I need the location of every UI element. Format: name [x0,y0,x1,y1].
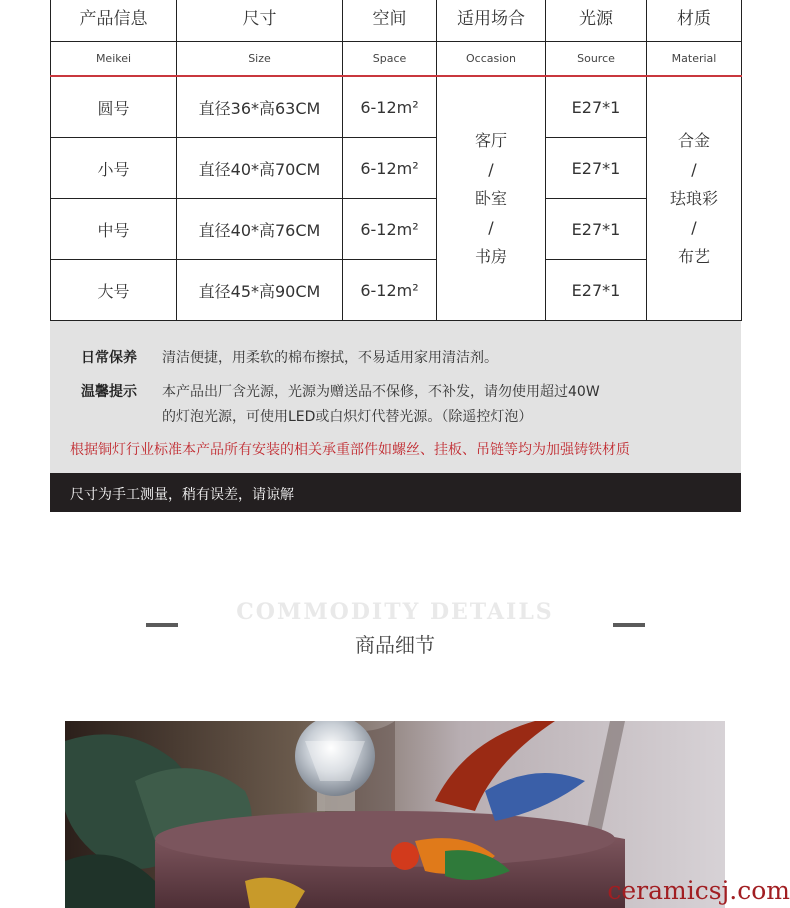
header-row-en [51,42,742,77]
tips-label: 温馨提示 [81,384,137,400]
material-line: 合金 [677,131,710,150]
table-row [51,199,742,260]
header-en-cell: Occasion [437,42,546,77]
header-en-cell: Size [177,42,343,77]
material-line: / [691,160,697,179]
header-en-cell: Meikei [51,42,177,77]
material-line: / [691,218,697,237]
tips-text-line2: 的灯泡光源，可使用LED或白炽灯代替光源。（除遥控灯泡） [162,409,533,425]
source-cell: E27*1 [546,138,647,199]
occasion-line: 卧室 [474,189,507,208]
occasion-line: 客厅 [474,131,507,150]
material-line: 珐琅彩 [669,189,718,208]
material-cell [647,76,742,321]
table-row [51,138,742,199]
section-title-en: COMMODITY DETAILS [236,599,554,625]
product-name-cell: 小号 [51,138,177,199]
size-cell: 直径45*高90CM [177,260,343,321]
source-cell: E27*1 [546,260,647,321]
care-label: 日常保养 [81,350,137,366]
header-cn-cell: 空间 [343,0,437,42]
space-cell: 6-12m² [343,76,437,138]
spec-table [50,0,742,321]
header-en-cell: Space [343,42,437,77]
section-title-cn: 商品细节 [355,633,435,657]
footer-note-bar [50,473,741,512]
notes-panel [50,321,741,473]
occasion-cell [437,76,546,321]
header-en-cell: Material [647,42,742,77]
space-cell: 6-12m² [343,199,437,260]
table-row [51,260,742,321]
spec-table-section [50,0,741,512]
size-cell: 直径40*高70CM [177,138,343,199]
source-cell: E27*1 [546,76,647,138]
source-cell: E27*1 [546,199,647,260]
header-cn-cell: 尺寸 [177,0,343,42]
product-name-cell: 大号 [51,260,177,321]
size-cell: 直径36*高63CM [177,76,343,138]
material-line: 布艺 [677,247,710,266]
header-en-cell: Source [546,42,647,77]
size-cell: 直径40*高76CM [177,199,343,260]
product-name-cell: 中号 [51,199,177,260]
space-cell: 6-12m² [343,260,437,321]
section-header [0,595,790,665]
space-cell: 6-12m² [343,138,437,199]
occasion-line: 书房 [474,247,507,266]
table-row [51,76,742,138]
header-cn-cell: 产品信息 [51,0,177,42]
footer-note: 尺寸为手工测量，稍有误差，请谅解 [70,487,294,503]
occasion-line: / [488,218,494,237]
warning-text: 根据铜灯行业标准本产品所有安装的相关承重部件如螺丝、挂板、吊链等均为加强铸铁材质 [70,442,630,458]
watermark-text: ceramicsj.com [607,876,790,905]
occasion-line: / [488,160,494,179]
product-name-cell: 圆号 [51,76,177,138]
header-cn-cell: 材质 [647,0,742,42]
care-text: 清洁便捷，用柔软的棉布擦拭，不易适用家用清洁剂。 [162,350,498,366]
header-cn-cell: 适用场合 [437,0,546,42]
tips-text-line1: 本产品出厂含光源，光源为赠送品不保修，不补发，请勿使用超过40W [162,384,600,400]
header-cn-cell: 光源 [546,0,647,42]
header-row-cn [51,0,742,42]
